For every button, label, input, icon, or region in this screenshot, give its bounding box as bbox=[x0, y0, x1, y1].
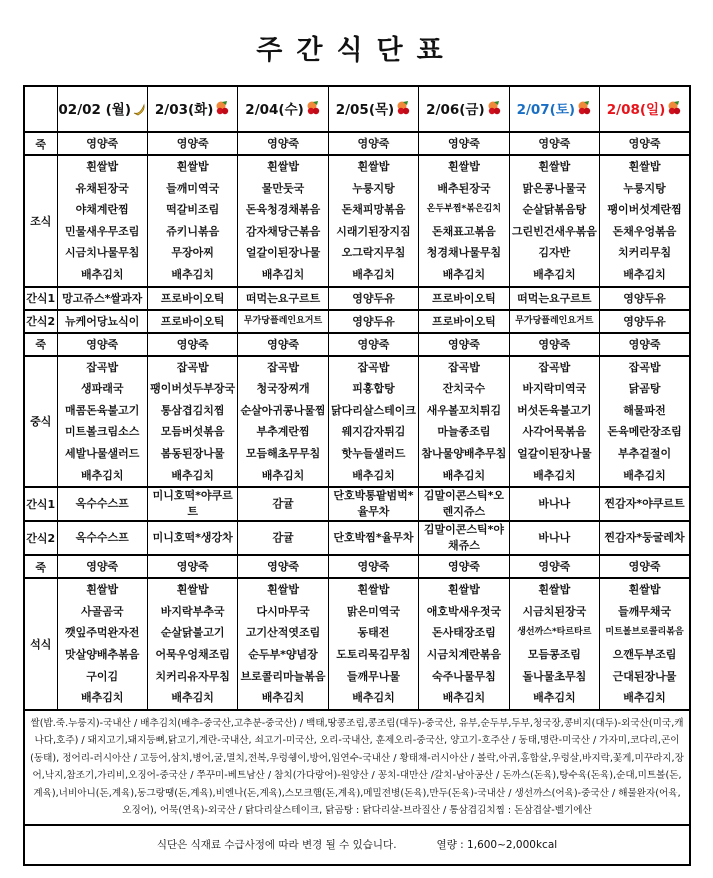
menu-item: 영양죽 bbox=[447, 137, 480, 150]
menu-cell bbox=[57, 487, 147, 521]
cherry-icon bbox=[214, 100, 230, 120]
menu-change-note: 식단은 식재료 수급사정에 따라 변경 될 수 있습니다. bbox=[156, 839, 397, 852]
menu-item: 물만둣국 bbox=[261, 181, 305, 195]
menu-item: 치커리유자무침 bbox=[155, 669, 230, 683]
meal-row bbox=[24, 287, 690, 310]
menu-item: 영양죽 bbox=[628, 337, 661, 351]
menu-cell bbox=[509, 155, 599, 287]
menu-item: 영양죽 bbox=[357, 137, 390, 150]
weekly-menu-table bbox=[23, 85, 691, 866]
menu-cell bbox=[419, 132, 509, 155]
menu-item: 배추김치 bbox=[623, 267, 666, 281]
menu-item: 배추김치 bbox=[171, 691, 214, 705]
menu-item: 잡곡밥 bbox=[628, 360, 661, 374]
menu-item: 렌지쥬스 bbox=[442, 505, 486, 519]
menu-item: 배추김치 bbox=[80, 267, 124, 281]
menu-item: 잡곡밥 bbox=[447, 360, 480, 374]
menu-cell bbox=[238, 356, 328, 488]
menu-item: 배추김치 bbox=[261, 267, 305, 281]
menu-item: 맑은콩나물국 bbox=[522, 181, 587, 195]
menu-cell bbox=[328, 132, 418, 155]
menu-cell bbox=[600, 333, 690, 356]
menu-item: 잡곡밥 bbox=[538, 360, 571, 374]
menu-cell bbox=[509, 578, 599, 710]
menu-item: 흰쌀밥 bbox=[538, 160, 571, 173]
menu-item: 프로바이오틱 bbox=[160, 314, 225, 328]
menu-cell bbox=[328, 521, 418, 555]
menu-cell bbox=[509, 521, 599, 555]
menu-cell bbox=[57, 356, 147, 488]
menu-item: 누룽지탕 bbox=[623, 181, 666, 195]
menu-cell bbox=[147, 521, 237, 555]
menu-item: 생파래국 bbox=[80, 382, 124, 396]
menu-item: 영양죽 bbox=[86, 337, 119, 351]
fruit-basket-icon bbox=[305, 100, 321, 120]
menu-item: 감자채당근볶음 bbox=[245, 224, 321, 238]
menu-item: 다시마무국 bbox=[256, 604, 310, 618]
menu-cell bbox=[57, 310, 147, 333]
menu-item: 바지락부추국 bbox=[160, 604, 225, 618]
menu-item: 도토리묵김무침 bbox=[336, 647, 411, 661]
menu-item: 영양죽 bbox=[538, 560, 571, 574]
menu-item: 배추김치 bbox=[261, 468, 305, 482]
menu-item: 핫누들샐러드 bbox=[341, 446, 406, 460]
menu-item: 흰쌀밥 bbox=[267, 583, 299, 597]
menu-cell bbox=[328, 487, 418, 521]
menu-cell bbox=[57, 333, 147, 356]
menu-item: 잔치국수 bbox=[442, 382, 486, 396]
menu-item: 뉴케어당뇨식이 bbox=[65, 314, 140, 328]
meal-label: 중식 bbox=[24, 356, 57, 488]
menu-item: 흰쌀밥 bbox=[628, 160, 661, 173]
menu-item: 모듬해초무무침 bbox=[245, 446, 321, 460]
menu-item: 단호박통팥범벅* bbox=[333, 489, 414, 503]
menu-item: 영양두유 bbox=[623, 291, 666, 305]
menu-item: 동태전 bbox=[357, 626, 390, 640]
menu-item: 잡곡밥 bbox=[357, 360, 390, 374]
menu-item: 배추김치 bbox=[442, 267, 486, 281]
menu-item: 피홍합탕 bbox=[352, 382, 395, 396]
menu-item: 숙주나물무침 bbox=[432, 669, 496, 683]
footer-note-cell bbox=[24, 825, 690, 865]
menu-item: 오그락지무침 bbox=[341, 246, 406, 260]
menu-item: 시금치계란볶음 bbox=[426, 647, 502, 661]
menu-item: 영양죽 bbox=[538, 137, 571, 150]
menu-item: 사골곰국 bbox=[80, 604, 124, 618]
menu-cell bbox=[147, 132, 237, 155]
menu-cell bbox=[509, 132, 599, 155]
menu-cell bbox=[600, 310, 690, 333]
meal-row bbox=[24, 578, 690, 710]
menu-cell bbox=[600, 132, 690, 155]
menu-item: 세발나물샐러드 bbox=[65, 446, 140, 460]
menu-item: 깻잎주먹완자전 bbox=[65, 626, 140, 640]
meal-label: 간식1 bbox=[24, 287, 57, 310]
menu-item: 배추김치 bbox=[80, 691, 124, 705]
origin-info: 쌀(밥.죽.누룽지)-국내산 / 배추김치(배추-중국산,고추분-중국산) / 백태,땅콩조림,콩조림(대두)-중국산, 유부,순두부,두부,청국장,콩비지(대두)-외국산(미국,캐나다,호주) / 돼지고기,돼지등뼈,닭고기,계란-국내산, 쇠고기-미국산, 오리-국내산, 훈제오리-중국산, 양고기-호주산 / 동태,명란-미국산 / 가자미,코다리,곤이(동태), 정어리-러시아산 / 고등어,삼치,병어,굴,멸치,전복,우렁쉥이,방어,임연수-국내산 / 황태채-러시아산 / 볼락,아귀,홍합살,우렁살,바지락,꽃게,미꾸라지,장어,낙지,참조기,가리비,오징어-중국산 / 쭈꾸미-베트남산 / 참치(가다랑어)-원양산 / 꽁치-대만산 /갈치-남아공산 / 돈까스(돈육),탕수육(돈육),순대,미트볼(돈,계육),너비아니(돈,계육),동그랑땡(돈,계육),비엔나(돈,계육),스모크햄(돈,계육),메밀전병(돈육),만두(돈육)-국내산 / 생선까스(어육)-중국산 / 해물완자(어육, 오징어), 어묵(연육)-외국산 / 닭다리살스테이크, 닭곰탕 : 닭다리살-브라질산 / 통삼겹김치찜 : 돈삼겹살-벨기에산 bbox=[24, 710, 690, 825]
menu-item: 팽이버섯계란찜 bbox=[607, 203, 682, 217]
day-header-mon bbox=[57, 86, 147, 132]
menu-item: 영양죽 bbox=[267, 337, 299, 351]
menu-item: 흰쌀밥 bbox=[447, 160, 480, 173]
menu-cell bbox=[147, 310, 237, 333]
menu-cell bbox=[147, 333, 237, 356]
meal-label: 간식2 bbox=[24, 521, 57, 555]
menu-item: 흰쌀밥 bbox=[176, 160, 209, 173]
menu-item: 들깨미역국 bbox=[166, 181, 220, 195]
menu-item: 닭다리살스테이크 bbox=[330, 403, 416, 417]
menu-cell bbox=[238, 555, 328, 578]
menu-item: 순두부*양념장 bbox=[248, 647, 318, 661]
menu-item: 배추김치 bbox=[533, 691, 576, 705]
day-date: 2/04(수) bbox=[245, 102, 304, 118]
menu-item: 시래기된장지짐 bbox=[336, 224, 411, 238]
menu-item: 배추김치 bbox=[442, 468, 486, 482]
menu-item: 배추김치 bbox=[442, 691, 486, 705]
menu-item: 배추김치 bbox=[623, 691, 666, 705]
menu-cell bbox=[600, 521, 690, 555]
meal-label: 죽 bbox=[24, 132, 57, 155]
menu-item: 순살닭볶음탕 bbox=[522, 203, 587, 217]
menu-item: 배추김치 bbox=[80, 468, 124, 482]
menu-cell bbox=[419, 555, 509, 578]
menu-item: 바나나 bbox=[538, 497, 571, 511]
menu-item: 미니호떡*야쿠르 bbox=[152, 489, 233, 503]
menu-item: 통삼겹김치찜 bbox=[160, 403, 225, 417]
menu-item: 단호박찜*율무차 bbox=[333, 531, 414, 545]
banana-icon bbox=[132, 102, 146, 120]
menu-item: 돈사태장조림 bbox=[432, 626, 496, 640]
menu-cell bbox=[509, 356, 599, 488]
menu-item: 감귤 bbox=[272, 497, 294, 511]
menu-cell bbox=[419, 310, 509, 333]
menu-item: 애호박새우젓국 bbox=[426, 604, 502, 618]
menu-cell bbox=[419, 578, 509, 710]
meal-label: 죽 bbox=[24, 555, 57, 578]
menu-item: 영양죽 bbox=[267, 560, 299, 574]
menu-cell bbox=[238, 487, 328, 521]
menu-item: 미니호떡*생강차 bbox=[152, 531, 233, 545]
menu-item: 영양죽 bbox=[447, 560, 480, 574]
menu-item: 해물파전 bbox=[623, 403, 666, 417]
menu-cell bbox=[419, 155, 509, 287]
menu-item: 얼갈이된장나물 bbox=[517, 446, 592, 460]
menu-item: 영양죽 bbox=[176, 337, 209, 351]
menu-item: 민물새우무조림 bbox=[65, 224, 140, 238]
menu-cell bbox=[147, 155, 237, 287]
menu-item: 프로바이오틱 bbox=[432, 314, 496, 328]
menu-item: 영양죽 bbox=[538, 337, 571, 351]
menu-item: 돈채우엉볶음 bbox=[612, 224, 677, 238]
menu-item: 김말이콘스틱*야 bbox=[423, 523, 504, 537]
menu-item: 부추겉절이 bbox=[617, 446, 672, 460]
menu-cell bbox=[509, 287, 599, 310]
menu-cell bbox=[509, 310, 599, 333]
menu-item: 순살닭불고기 bbox=[160, 626, 225, 640]
menu-item: 돈채표고볶음 bbox=[432, 224, 496, 238]
meal-row bbox=[24, 155, 690, 287]
menu-item: 흰쌀밥 bbox=[267, 160, 299, 173]
menu-item: 영양죽 bbox=[176, 137, 209, 150]
day-date: 2/08(일) bbox=[606, 102, 666, 118]
menu-item: 잡곡밥 bbox=[267, 360, 299, 374]
page-title: 주간식단표 bbox=[256, 35, 457, 66]
menu-item: 부추계란찜 bbox=[256, 425, 310, 439]
menu-cell bbox=[328, 578, 418, 710]
meal-label: 간식2 bbox=[24, 310, 57, 333]
menu-item: 프로바이오틱 bbox=[432, 291, 496, 305]
menu-item: 영양죽 bbox=[357, 337, 390, 351]
menu-item: 미트볼브로콜리볶음 bbox=[605, 627, 684, 638]
menu-item: 돈육청경채볶음 bbox=[245, 203, 321, 217]
menu-item: 흰쌀밥 bbox=[538, 583, 571, 597]
meal-row bbox=[24, 555, 690, 578]
menu-item: 돈육메란장조림 bbox=[607, 425, 682, 439]
menu-item: 으깬두부조림 bbox=[612, 647, 677, 661]
menu-item: 매콤돈육불고기 bbox=[65, 403, 140, 417]
menu-item: 맛살양배추볶음 bbox=[65, 647, 140, 661]
menu-cell bbox=[328, 555, 418, 578]
day-date: 02/02 (월) bbox=[58, 102, 131, 118]
menu-cell bbox=[238, 310, 328, 333]
menu-item: 영양죽 bbox=[176, 560, 209, 574]
menu-cell bbox=[57, 555, 147, 578]
menu-item: 배추김치 bbox=[352, 468, 395, 482]
menu-item: 찐감자*둥굴레차 bbox=[604, 531, 685, 545]
menu-cell bbox=[509, 333, 599, 356]
day-date: 2/07(토) bbox=[516, 102, 576, 118]
menu-item: 찐감자*야쿠르트 bbox=[604, 497, 685, 511]
menu-item: 율무차 bbox=[357, 505, 390, 519]
menu-item: 누룽지탕 bbox=[352, 181, 395, 195]
menu-item: 영양죽 bbox=[447, 337, 480, 351]
menu-item: 청경채나물무침 bbox=[426, 246, 502, 260]
menu-item: 흰쌀밥 bbox=[86, 583, 119, 597]
meal-row bbox=[24, 487, 690, 521]
menu-cell bbox=[600, 487, 690, 521]
menu-item: 영양죽 bbox=[628, 560, 661, 574]
menu-item: 모듬버섯볶음 bbox=[160, 425, 225, 439]
meal-row bbox=[24, 356, 690, 488]
menu-cell bbox=[238, 521, 328, 555]
menu-item: 배추김치 bbox=[533, 267, 576, 281]
menu-item: 웨지감자튀김 bbox=[341, 425, 406, 439]
menu-item: 근대된장나물 bbox=[612, 669, 677, 683]
menu-cell bbox=[147, 578, 237, 710]
menu-cell bbox=[328, 155, 418, 287]
menu-item: 팽이버섯두부장국 bbox=[150, 382, 236, 396]
menu-item: 맑은미역국 bbox=[346, 604, 401, 618]
meal-row bbox=[24, 132, 690, 155]
day-header-sun bbox=[600, 86, 690, 132]
menu-cell bbox=[238, 578, 328, 710]
day-header-fri bbox=[419, 86, 509, 132]
menu-item: 들깨무나물 bbox=[346, 669, 401, 683]
menu-cell bbox=[600, 287, 690, 310]
menu-item: 트 bbox=[187, 505, 198, 519]
menu-item: 참나물양배추무침 bbox=[421, 446, 507, 460]
menu-cell bbox=[600, 578, 690, 710]
menu-cell bbox=[419, 333, 509, 356]
menu-cell bbox=[328, 287, 418, 310]
menu-item: 마늘종조림 bbox=[437, 425, 491, 439]
menu-item: 떡갈비조림 bbox=[166, 203, 220, 217]
meal-row bbox=[24, 310, 690, 333]
menu-item: 버섯돈육불고기 bbox=[517, 403, 592, 417]
menu-item: 흰쌀밥 bbox=[628, 583, 661, 597]
menu-item: 흰쌀밥 bbox=[86, 160, 119, 173]
menu-item: 얼갈이된장나물 bbox=[245, 246, 321, 260]
menu-item: 배추된장국 bbox=[437, 181, 491, 195]
menu-cell bbox=[600, 555, 690, 578]
day-header-sat bbox=[509, 86, 599, 132]
meal-label: 석식 bbox=[24, 578, 57, 710]
menu-item: 바지락미역국 bbox=[522, 382, 587, 396]
menu-item: 배추김치 bbox=[261, 691, 305, 705]
menu-item: 영양죽 bbox=[86, 137, 119, 150]
menu-item: 순살아귀콩나물찜 bbox=[240, 403, 326, 417]
menu-item: 영양죽 bbox=[628, 137, 661, 150]
menu-cell bbox=[328, 356, 418, 488]
menu-cell bbox=[509, 487, 599, 521]
menu-item: 망고쥬스*쌀과자 bbox=[62, 291, 143, 305]
menu-item: 청국장찌개 bbox=[256, 382, 310, 396]
menu-item: 영양두유 bbox=[352, 314, 395, 328]
menu-item: 배추김치 bbox=[533, 468, 576, 482]
header-row bbox=[24, 86, 690, 132]
menu-item: 사각어묵볶음 bbox=[522, 425, 587, 439]
meal-label: 조식 bbox=[24, 155, 57, 287]
menu-item: 야채계란찜 bbox=[75, 203, 129, 217]
menu-item: 흰쌀밥 bbox=[357, 583, 390, 597]
menu-item: 시금치된장국 bbox=[522, 604, 587, 618]
day-header-wed bbox=[238, 86, 328, 132]
menu-cell bbox=[238, 132, 328, 155]
menu-cell bbox=[147, 487, 237, 521]
menu-cell bbox=[57, 521, 147, 555]
menu-item: 봄동된장나물 bbox=[160, 446, 225, 460]
menu-item: 치커리무침 bbox=[617, 246, 672, 260]
menu-item: 채쥬스 bbox=[447, 539, 480, 553]
menu-item: 새우볼꼬치튀김 bbox=[426, 403, 502, 417]
menu-cell bbox=[509, 555, 599, 578]
menu-item: 배추김치 bbox=[352, 691, 395, 705]
menu-cell bbox=[147, 356, 237, 488]
menu-cell bbox=[419, 287, 509, 310]
menu-cell bbox=[147, 555, 237, 578]
menu-item: 미트볼크림소스 bbox=[65, 425, 140, 439]
menu-item: 모듬콩조림 bbox=[527, 647, 581, 661]
meal-label: 죽 bbox=[24, 333, 57, 356]
menu-cell bbox=[238, 287, 328, 310]
corner-cell bbox=[24, 86, 57, 132]
menu-cell bbox=[57, 155, 147, 287]
menu-cell bbox=[419, 487, 509, 521]
menu-item: 프로바이오틱 bbox=[160, 291, 225, 305]
menu-cell bbox=[328, 333, 418, 356]
day-date: 2/06(금) bbox=[426, 102, 485, 118]
menu-cell bbox=[238, 333, 328, 356]
menu-item: 무가당플레인요거트 bbox=[515, 315, 594, 326]
menu-item: 생선까스*타르타르 bbox=[517, 627, 592, 638]
meal-label: 간식1 bbox=[24, 487, 57, 521]
fruit-basket-icon bbox=[576, 100, 592, 120]
menu-cell bbox=[600, 356, 690, 488]
day-date: 2/05(목) bbox=[335, 102, 395, 118]
menu-item: 배추김치 bbox=[171, 468, 214, 482]
menu-item: 흰쌀밥 bbox=[447, 583, 480, 597]
menu-item: 영양죽 bbox=[357, 560, 390, 574]
fruit-basket-icon bbox=[486, 100, 502, 120]
day-date: 2/03(화) bbox=[154, 102, 214, 118]
meal-row bbox=[24, 521, 690, 555]
menu-cell bbox=[600, 155, 690, 287]
menu-item: 브로콜리마늘볶음 bbox=[240, 669, 326, 683]
menu-cell bbox=[57, 578, 147, 710]
menu-item: 떠먹는요구르트 bbox=[245, 291, 321, 305]
menu-cell bbox=[328, 310, 418, 333]
meal-row bbox=[24, 333, 690, 356]
menu-item: 무가당플레인요거트 bbox=[243, 315, 323, 326]
menu-item: 영양두유 bbox=[623, 314, 666, 328]
fruit-basket-icon bbox=[666, 100, 682, 120]
menu-item: 떠먹는요구르트 bbox=[517, 291, 592, 305]
menu-cell bbox=[419, 521, 509, 555]
menu-item: 김자반 bbox=[538, 246, 571, 260]
menu-item: 구이김 bbox=[86, 669, 119, 683]
menu-item: 배추김치 bbox=[352, 267, 395, 281]
menu-item: 유채된장국 bbox=[75, 181, 129, 195]
menu-item: 그린빈건새우볶음 bbox=[511, 224, 597, 238]
menu-cell bbox=[57, 287, 147, 310]
menu-item: 영양두유 bbox=[352, 291, 395, 305]
menu-item: 흰쌀밥 bbox=[357, 160, 390, 173]
menu-item: 잡곡밥 bbox=[176, 360, 209, 374]
fruit-basket-icon bbox=[395, 100, 411, 120]
menu-item: 돌나물초무침 bbox=[522, 669, 587, 683]
menu-item: 어묵우엉채조림 bbox=[155, 647, 230, 661]
menu-item: 온두부찜*볶은김치 bbox=[426, 204, 502, 215]
menu-item: 쥬키니볶음 bbox=[166, 224, 220, 238]
day-header-tue bbox=[147, 86, 237, 132]
menu-item: 닭곰탕 bbox=[628, 382, 661, 396]
menu-item: 들깨무채국 bbox=[617, 604, 672, 618]
menu-item: 바나나 bbox=[538, 531, 571, 545]
calorie-info: 열량 : 1,600~2,000kcal bbox=[436, 839, 558, 852]
menu-cell bbox=[57, 132, 147, 155]
menu-item: 시금치나물무침 bbox=[65, 246, 140, 260]
menu-item: 돈채피망볶음 bbox=[341, 203, 406, 217]
menu-item: 배추김치 bbox=[171, 267, 214, 281]
menu-item: 고기산적엿조림 bbox=[245, 626, 321, 640]
day-header-thu bbox=[328, 86, 418, 132]
menu-item: 잡곡밥 bbox=[86, 360, 119, 374]
menu-cell bbox=[238, 155, 328, 287]
menu-item: 옥수수스프 bbox=[75, 531, 129, 545]
menu-item: 무장아찌 bbox=[171, 246, 214, 260]
menu-item: 흰쌀밥 bbox=[176, 583, 209, 597]
menu-item: 영양죽 bbox=[86, 560, 119, 574]
menu-item: 김말이콘스틱*오 bbox=[423, 489, 504, 503]
menu-cell bbox=[419, 356, 509, 488]
menu-cell bbox=[147, 287, 237, 310]
menu-item: 영양죽 bbox=[267, 137, 299, 150]
menu-item: 감귤 bbox=[272, 531, 294, 545]
menu-item: 배추김치 bbox=[623, 468, 666, 482]
menu-item: 옥수수스프 bbox=[75, 497, 129, 511]
